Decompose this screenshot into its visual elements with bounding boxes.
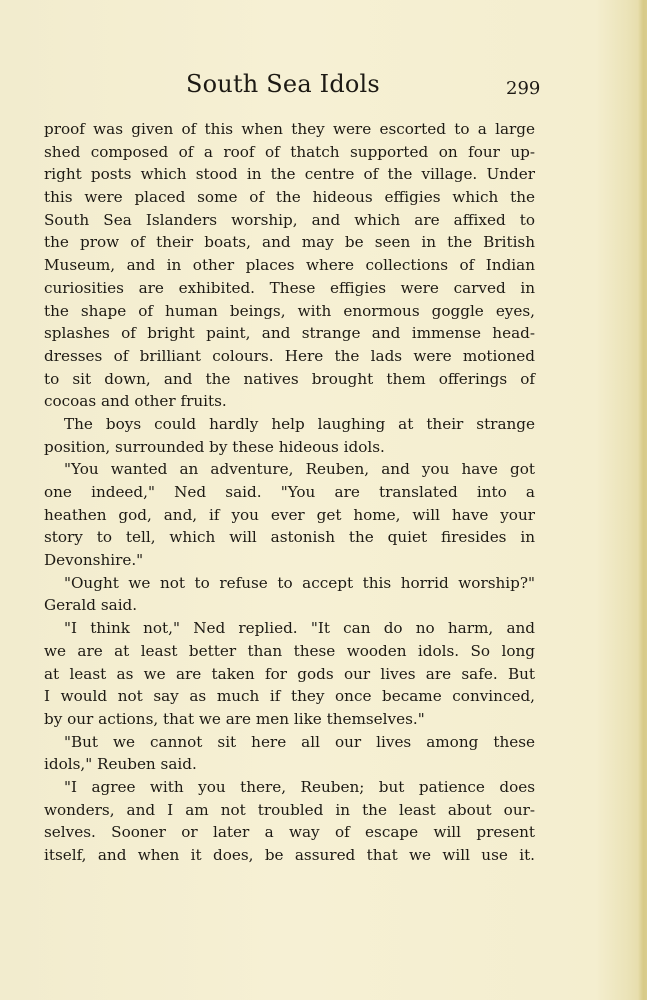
text-line: South Sea Islanders worship, and which are affixed to: [44, 210, 535, 229]
text-line: shed composed of a roof of thatch supported on four up-: [44, 142, 535, 161]
text-line: cocoas and other fruits.: [44, 392, 227, 411]
text-line: one indeed," Ned said. "You are translated into a: [44, 483, 535, 501]
text-line: "You wanted an adventure, Reuben, and you have got: [64, 460, 535, 479]
text-line: Devonshire.": [44, 551, 144, 570]
text-line: the prow of their boats, and may be seen in the British: [44, 233, 535, 252]
text-line: by our actions, that we are men like themselves.": [44, 709, 425, 728]
text-line: the shape of human beings, with enormous goggle eyes,: [44, 301, 535, 320]
text-line: idols," Reuben said.: [44, 755, 197, 774]
text-line: "I agree with you there, Reuben; but patience does: [64, 777, 535, 796]
text-line: story to tell, which will astonish the quiet firesides in: [44, 528, 535, 547]
text-line: right posts which stood in the centre of the village. Under: [44, 165, 535, 184]
text-line: "Ought we not to refuse to accept this horrid worship?": [64, 573, 535, 592]
running-title: South Sea Idols: [186, 70, 380, 98]
text-line: position, surrounded by these hideous idols.: [44, 437, 385, 456]
text-line: The boys could hardly help laughing at their strange: [64, 414, 535, 433]
text-line: heathen god, and, if you ever get home, will have your: [44, 505, 535, 524]
body-text: [44, 118, 535, 867]
text-line: "But we cannot sit here all our lives among these: [64, 732, 535, 751]
text-line: we are at least better than these wooden idols. So long: [44, 641, 535, 660]
text-line: at least as we are taken for gods our lives are safe. But: [44, 664, 535, 683]
text-line: this were placed some of the hideous effigies which the: [44, 188, 535, 207]
page-header: [0, 66, 647, 106]
text-line: splashes of bright paint, and strange and immense head-: [44, 324, 535, 343]
page-edge-shadow: [638, 0, 647, 1000]
text-line: to sit down, and the natives brought them offerings of: [44, 369, 535, 388]
text-line: wonders, and I am not troubled in the least about our-: [44, 800, 535, 819]
text-line: itself, and when it does, be assured that we will use it.: [44, 846, 535, 864]
text-line: curiosities are exhibited. These effigies were carved in: [44, 278, 535, 297]
page-number: 299: [506, 78, 541, 99]
text-line: dresses of brilliant colours. Here the lads were motioned: [44, 346, 535, 365]
text-line: "I think not," Ned replied. "It can do no harm, and: [64, 619, 535, 638]
text-line: Gerald said.: [44, 596, 138, 615]
text-line: selves. Sooner or later a way of escape will present: [44, 823, 535, 842]
text-line: I would not say as much if they once became convinced,: [44, 687, 535, 706]
text-line: Museum, and in other places where collections of Indian: [44, 256, 535, 275]
text-line: proof was given of this when they were escorted to a large: [44, 120, 535, 138]
